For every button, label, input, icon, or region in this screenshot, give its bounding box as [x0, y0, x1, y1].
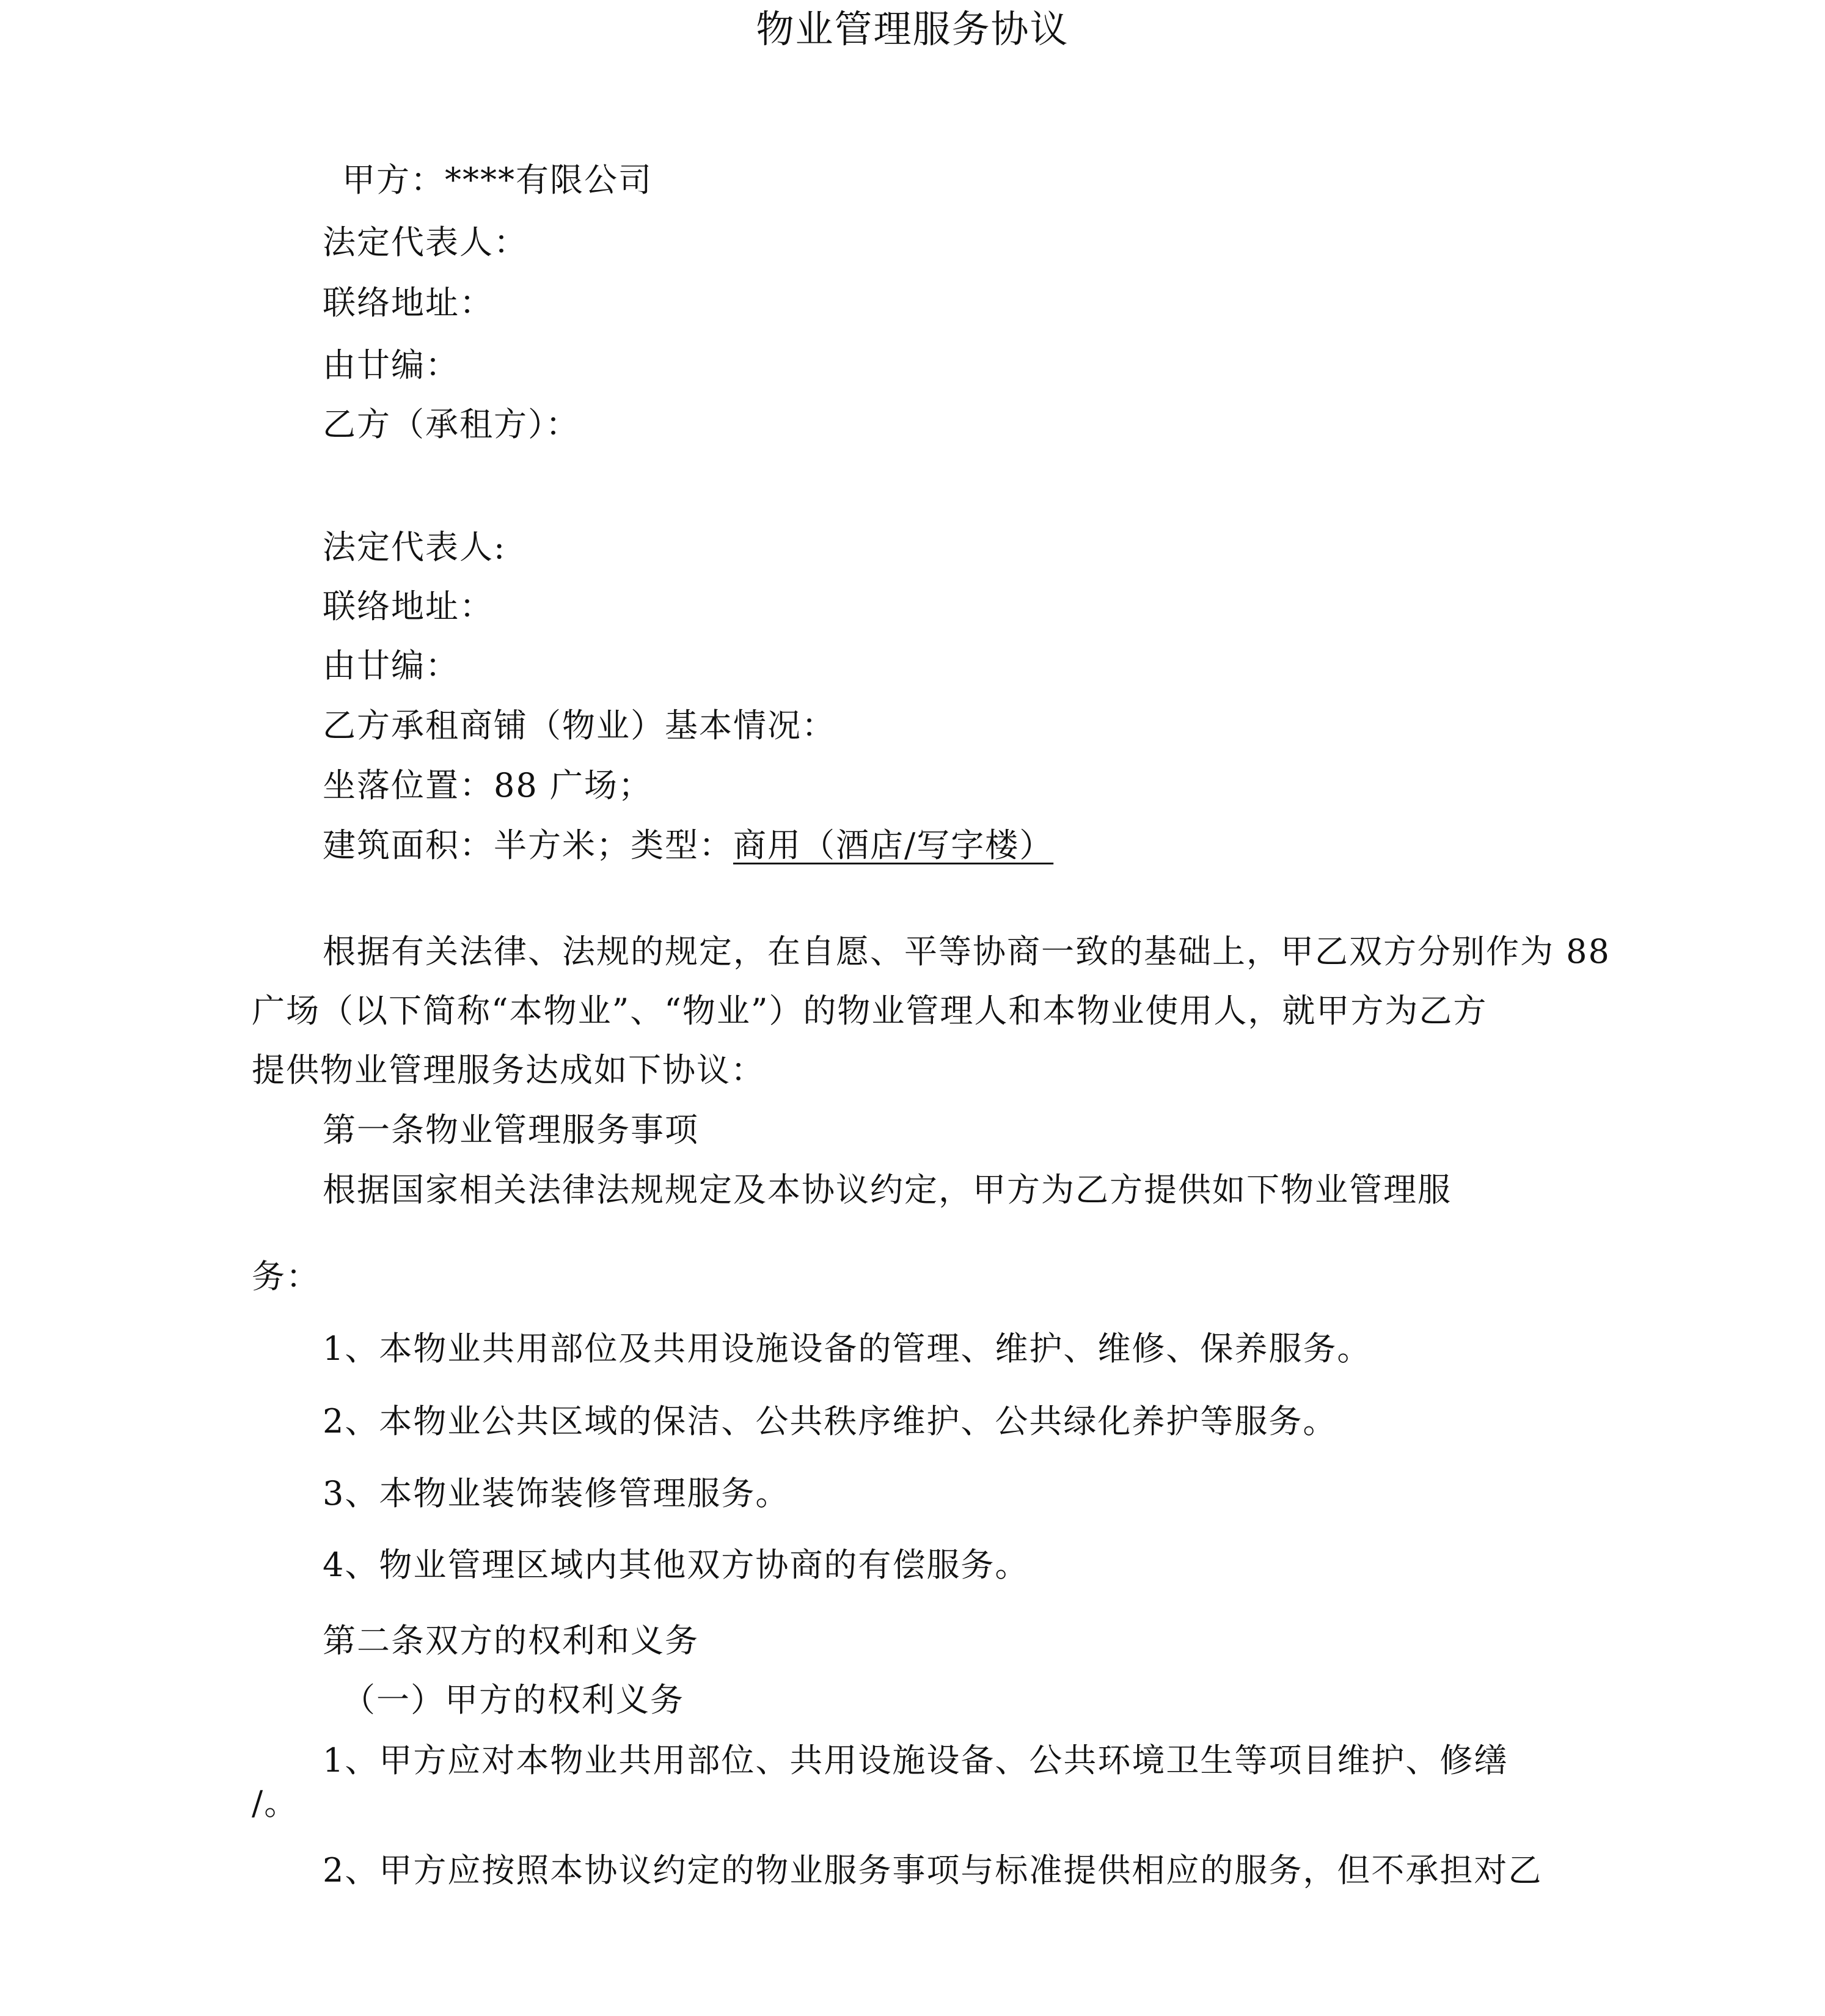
party-a-postcode: 由廿编：	[323, 346, 459, 384]
article2-sub-heading: （一）甲方的权利义务	[342, 1681, 684, 1719]
property-area	[323, 827, 1053, 864]
article2-item-2-line-1: 2、甲方应按照本协议约定的物业服务事项与标准提供相应的服务，但不承担对乙	[323, 1851, 1543, 1890]
article1-intro-line-1: 根据国家相关法律法规规定及本协议约定，甲方为乙方提供如下物业管理服	[323, 1171, 1452, 1209]
article1-item-2: 2、本物业公共区域的保洁、公共秩序维护、公共绿化养护等服务。	[323, 1402, 1337, 1441]
article1-intro-line-2: 务：	[252, 1257, 320, 1296]
article2-heading: 第二条双方的权利和义务	[323, 1621, 699, 1660]
article1-item-4: 4、物业管理区域内其他双方协商的有偿服务。	[323, 1546, 1030, 1584]
property-area-label: 建筑面积：半方米；类型：	[323, 826, 733, 864]
property-header: 乙方承租商铺（物业）基本情况：	[323, 706, 836, 745]
article1-heading: 第一条物业管理服务事项	[323, 1111, 699, 1149]
preamble-line-1: 根据有关法律、法规的规定，在自愿、平等协商一致的基础上，甲乙双方分别作为 88	[323, 932, 1611, 971]
article1-item-1: 1、本物业共用部位及共用设施设备的管理、维护、维修、保养服务。	[323, 1329, 1372, 1368]
article2-item-1-line-1: 1、甲方应对本物业共用部位、共用设施设备、公共环境卫生等项目维护、修缮	[323, 1741, 1509, 1780]
property-type-value: 商用（酒店/写字楼）	[733, 826, 1054, 864]
party-b-header: 乙方（承租方）：	[323, 405, 580, 444]
property-location: 坐落位置：88 广场；	[323, 766, 653, 805]
party-a-name: 甲方：****有限公司	[342, 161, 653, 199]
party-a-legal-rep: 法定代表人：	[323, 223, 528, 261]
party-b-postcode: 由廿编：	[323, 646, 459, 685]
party-b-legal-rep: 法定代表人:	[323, 528, 507, 566]
party-a-address: 联络地址：	[323, 283, 494, 322]
preamble-line-2: 广场（以下简称“本物业”、“物业”）的物业管理人和本物业使用人，就甲方为乙方	[252, 992, 1488, 1030]
article1-item-3: 3、本物业装饰装修管理服务。	[323, 1474, 790, 1513]
preamble-line-3: 提供物业管理服务达成如下协议：	[252, 1051, 765, 1089]
party-b-address: 联络地址：	[323, 587, 494, 626]
article2-item-1-line-2: /。	[252, 1784, 299, 1822]
document-title: 物业管理服务协议	[756, 7, 1069, 51]
